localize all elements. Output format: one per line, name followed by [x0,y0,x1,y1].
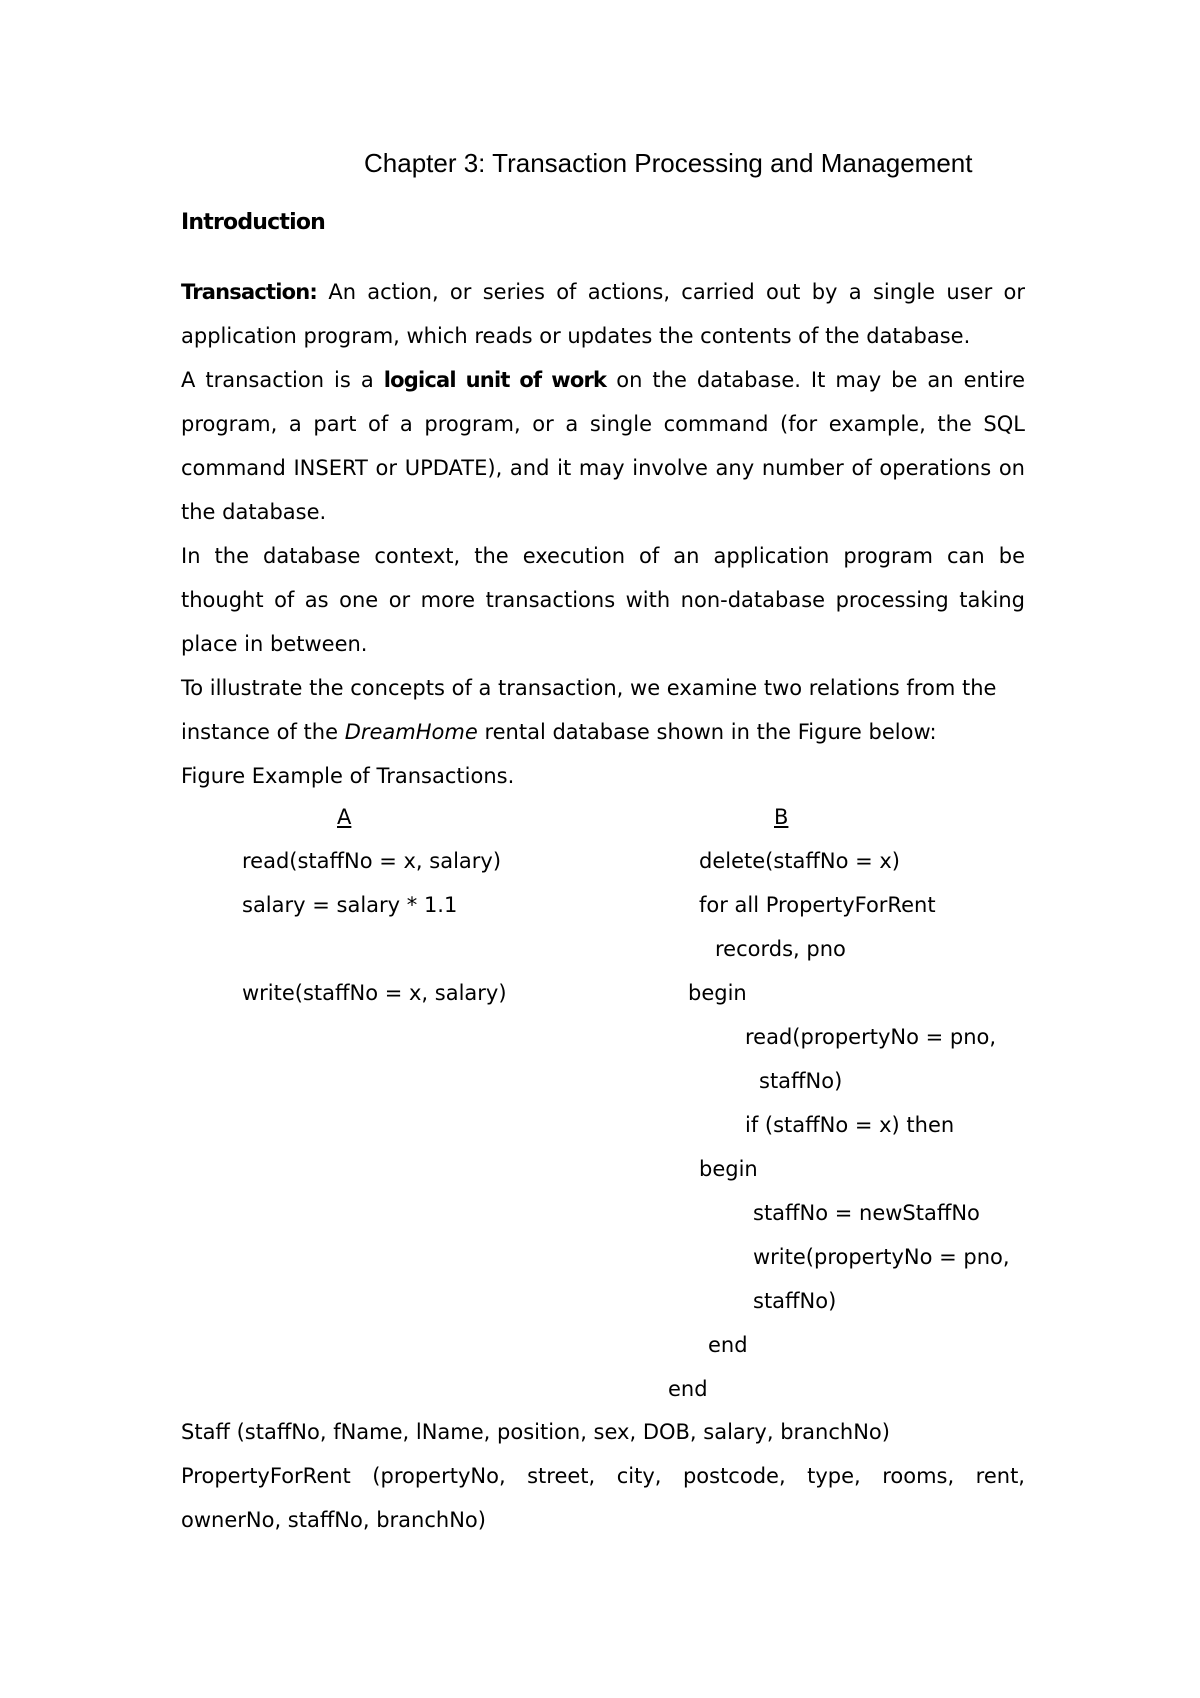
transaction-a-line: salary = salary * 1.1 [242,893,458,917]
definition-term: Transaction: [181,280,318,304]
para2-after: on the database. It may be an entire program, a part of a program, or a single command (for example, the SQL command INSERT or UPDATE), and it may involve any number of operations on the database. [181,368,1025,524]
transaction-b-line: for all PropertyForRent [699,893,936,917]
property-schema: PropertyForRent (propertyNo, street, city, postcode, type, rooms, rent, ownerNo, staffNo, branchNo) [181,1464,1025,1532]
transaction-a-label: A [337,805,352,829]
transaction-b-line: staffNo = newStaffNo [753,1201,980,1225]
illustrate-line-2 [181,710,1025,754]
transaction-a-line: write(staffNo = x, salary) [242,981,507,1005]
section-heading: Introduction [181,210,326,235]
body-text [181,270,1025,798]
figure-caption: Figure Example of Transactions. [181,764,515,788]
transaction-a-line: read(staffNo = x, salary) [242,849,502,873]
transaction-b-line: staffNo) [753,1289,837,1313]
illustrate-line-1: To illustrate the concepts of a transaction, we examine two relations from the [181,676,997,700]
transaction-b-line: staffNo) [759,1069,843,1093]
transaction-b-label: B [774,805,789,829]
chapter-title: Chapter 3: Transaction Processing and Management [364,148,973,178]
definition-paragraph [181,270,1025,358]
logical-unit-paragraph [181,358,1025,534]
logical-unit-term: logical unit of work [383,368,607,392]
transaction-b-line: end [668,1377,708,1401]
definition-text: An action, or series of actions, carried out by a single user or application program, which reads or updates the contents of the database. [181,280,1025,348]
transaction-b-line: write(propertyNo = pno, [753,1245,1010,1269]
transaction-b-line: delete(staffNo = x) [699,849,900,873]
staff-schema: Staff (staffNo, fName, lName, position, sex, DOB, salary, branchNo) [181,1420,890,1444]
illustrate-line-2-after: rental database shown in the Figure below: [477,720,937,744]
transaction-b-line: begin [699,1157,758,1181]
para2-before: A transaction is a [181,368,384,392]
illustrate-line-2-before: instance of the [181,720,345,744]
transaction-b-line: records, pno [715,937,846,961]
transaction-b-line: if (staffNo = x) then [745,1113,955,1137]
dreamhome-term: DreamHome [344,720,478,744]
transaction-b-line: begin [688,981,747,1005]
transaction-b-line: end [708,1333,748,1357]
context-paragraph: In the database context, the execution of an application program can be thought of as one or more transactions with non-database processing taking place in between. [181,544,1025,656]
schema-block [181,1410,1025,1542]
transaction-b-line: read(propertyNo = pno, [745,1025,997,1049]
